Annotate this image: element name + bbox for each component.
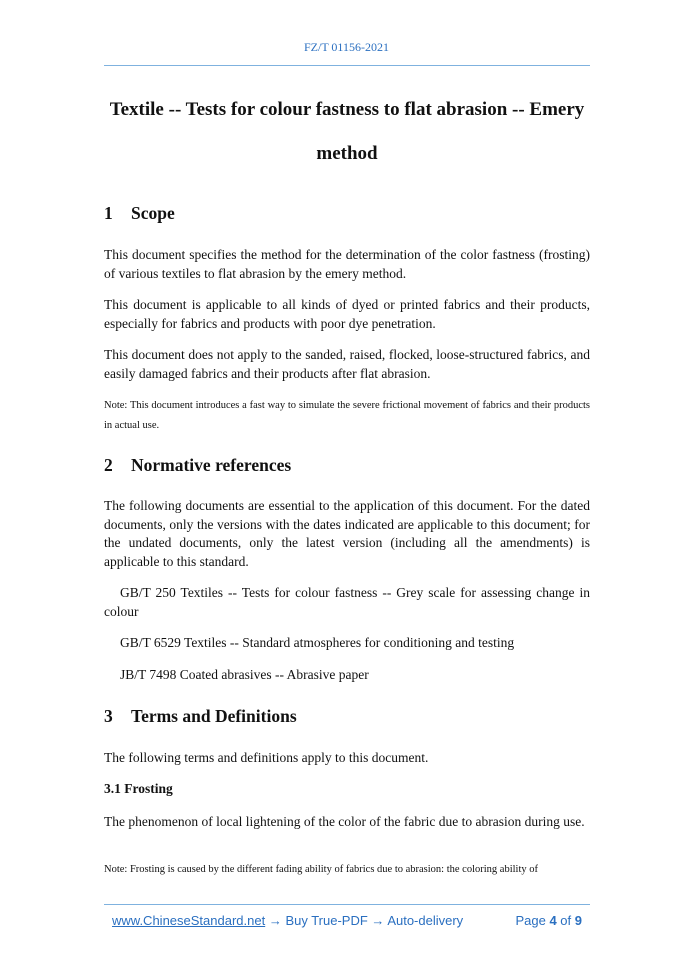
page-total: 9 [574,913,582,928]
section-title: Terms and Definitions [131,706,297,726]
page-of: of [560,913,572,928]
section-title: Normative references [131,455,292,475]
scope-note: Note: This document introduces a fast way to simulate the severe frictional movement of fabrics and their products in actual use. [104,400,590,431]
arrow-icon: → [265,913,286,928]
auto-delivery-text: Auto-delivery [387,913,464,928]
section-normative-heading [104,455,291,476]
page-indicator [515,913,582,928]
footer-bar [112,913,590,931]
page-current: 4 [549,913,557,928]
site-link[interactable]: www.ChineseStandard.net [112,913,266,928]
header-divider [104,65,590,66]
section-number: 2 [104,455,113,475]
term-heading: 3.1 Frosting [104,781,173,796]
scope-paragraph: This document is applicable to all kinds of dyed or printed fabrics and their products, especially for fabrics and products with poor dye penetration. [104,297,590,331]
term-note: Note: Frosting is caused by the different fading ability of fabrics due to abrasion: the coloring ability of [104,864,538,875]
document-title: Textile -- Tests for colour fastness to flat abrasion -- Emery method [109,99,585,164]
scope-paragraph: This document does not apply to the sanded, raised, flocked, loose-structured fabrics, and easily damaged fabrics and their products after flat abrasion. [104,347,590,381]
section-title: Scope [131,203,175,223]
terms-intro: The following terms and definitions apply to this document. [104,750,429,765]
normative-intro: The following documents are essential to the application of this document. For the dated documents, only the versions with the dates indicated are applicable to this document; for the undated documents, only the latest version (including all the amendments) is applicable to this standard. [104,498,590,569]
scope-paragraph: This document specifies the method for the determination of the color fastness (frosting) of various textiles to flat abrasion by the emery method. [104,247,590,281]
section-number: 1 [104,203,113,223]
reference-item: JB/T 7498 Coated abrasives -- Abrasive paper [120,667,369,682]
section-number: 3 [104,706,113,726]
page-label: Page [515,913,546,928]
buy-pdf-link[interactable]: Buy True-PDF [285,913,368,928]
term-definition: The phenomenon of local lightening of the color of the fabric due to abrasion during use. [104,814,585,829]
arrow-icon: → [367,913,388,928]
section-terms-heading [104,706,297,727]
footer-divider [104,904,590,905]
document-code: FZ/T 01156-2021 [303,40,389,54]
reference-item: GB/T 250 Textiles -- Tests for colour fastness -- Grey scale for assessing change in colour [104,585,590,619]
section-scope-heading [104,203,175,224]
reference-item: GB/T 6529 Textiles -- Standard atmospheres for conditioning and testing [120,635,515,650]
